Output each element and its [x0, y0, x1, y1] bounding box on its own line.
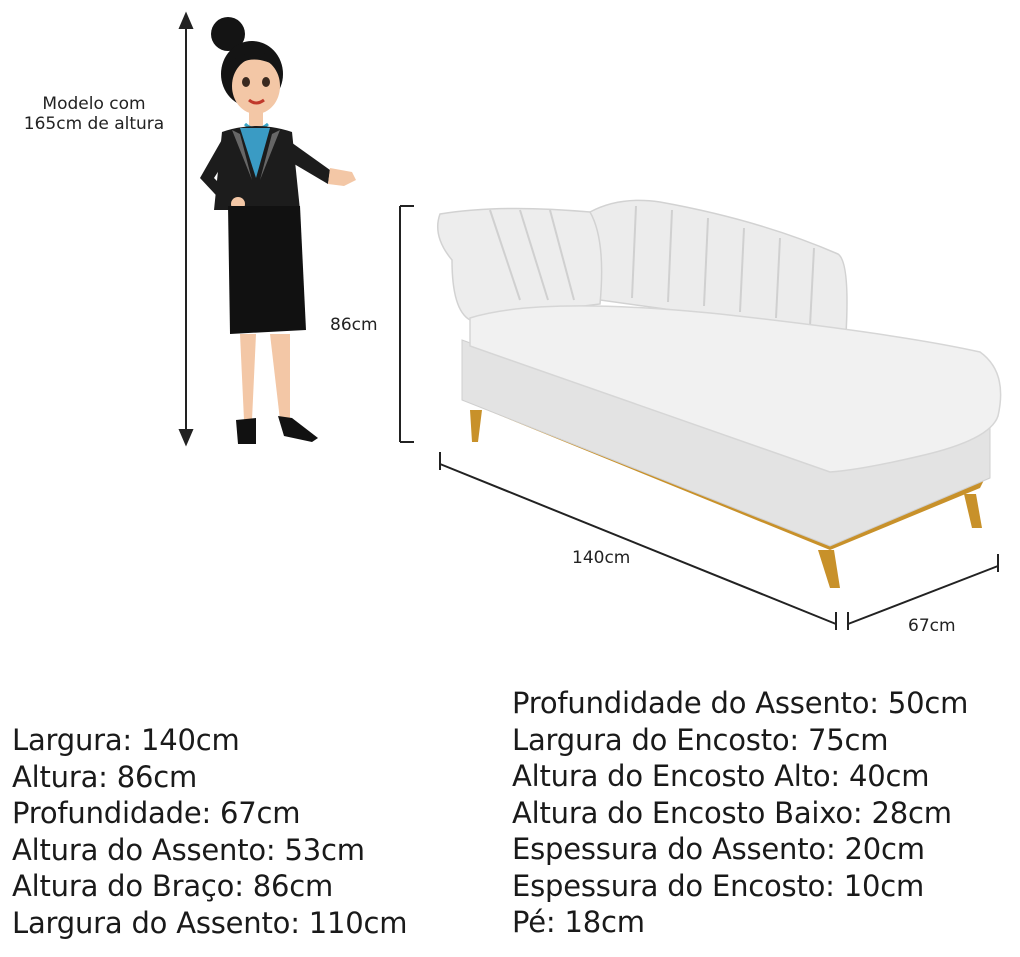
specs-left-column: [12, 722, 407, 941]
spec-largura-assento: Largura do Assento: 110cm: [12, 905, 408, 940]
spec-espessura-assento: Espessura do Assento: 20cm: [512, 832, 925, 866]
spec-espessura-encosto: Espessura do Encosto: 10cm: [512, 868, 925, 903]
spec-largura-encosto: Largura do Encosto: 75cm: [512, 722, 889, 757]
model-figure: [200, 17, 356, 444]
specs-right-column: [512, 685, 968, 941]
spec-pe: Pé: 18cm: [512, 905, 645, 939]
spec-largura: Largura: 140cm: [12, 723, 240, 757]
width-dimension-label: 140cm: [572, 548, 631, 568]
depth-dimension-label: 67cm: [908, 616, 956, 636]
spec-altura-encosto-alto: Altura do Encosto Alto: 40cm: [512, 759, 930, 793]
spec-profundidade-assento: Profundidade do Assento: 50cm: [512, 686, 969, 720]
sofa-height-bracket: [400, 206, 414, 442]
spec-profundidade: Profundidade: 67cm: [12, 796, 301, 830]
model-height-caption: [6, 94, 182, 134]
model-caption-line2: 165cm de altura: [23, 114, 165, 134]
height-dimension-label: 86cm: [330, 315, 378, 335]
spec-altura-braco: Altura do Braço: 86cm: [12, 869, 334, 903]
spec-altura: Altura: 86cm: [12, 759, 198, 794]
spec-altura-assento: Altura do Assento: 53cm: [12, 832, 365, 867]
model-height-arrow: [180, 14, 192, 444]
model-caption-line1: Modelo com: [42, 94, 146, 114]
spec-altura-encosto-baixo: Altura do Encosto Baixo: 28cm: [512, 795, 952, 830]
chaise-sofa: [438, 200, 1001, 588]
